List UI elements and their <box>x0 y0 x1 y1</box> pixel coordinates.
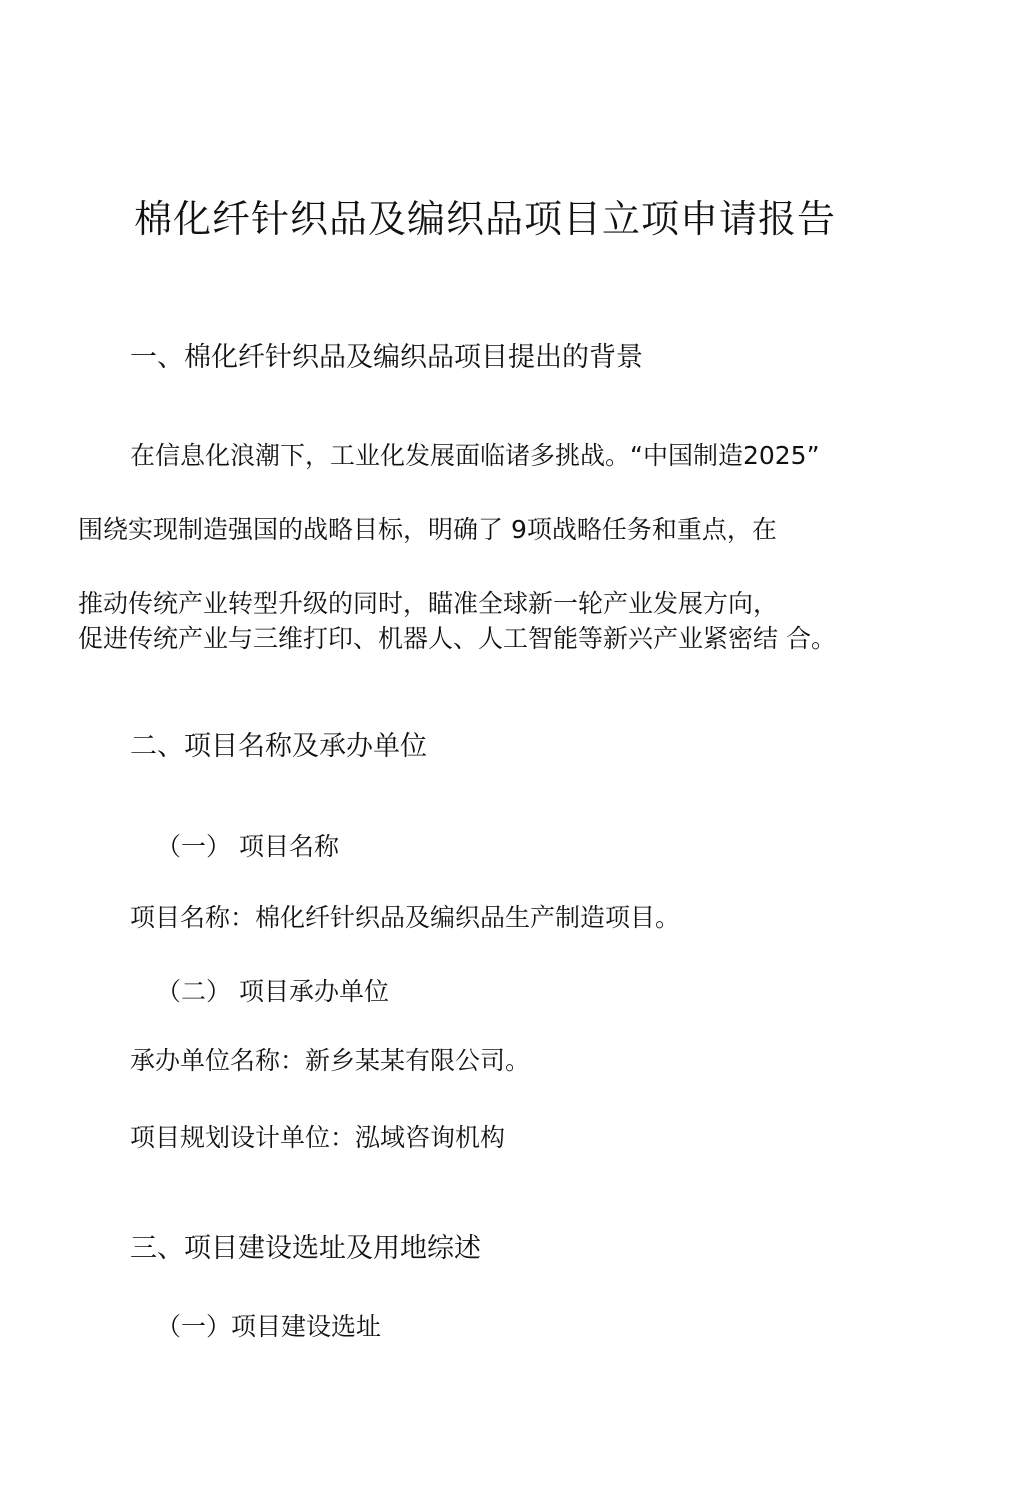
section-3-sub-1-heading: （一）项目建设选址 <box>156 1312 382 1341</box>
section-3-heading: 三、项目建设选址及用地综述 <box>130 1233 481 1264</box>
undertaking-unit-text: 承办单位名称：新乡某某有限公司。 <box>130 1046 531 1075</box>
section-1-paragraph-line-4: 促进传统产业与三维打印、机器人、人工智能等新兴产业紧密结 合。 <box>78 624 836 653</box>
section-1-paragraph-line-3: 推动传统产业转型升级的同时，瞄准全球新一轮产业发展方向， <box>78 589 779 618</box>
section-1-heading: 一、棉化纤针织品及编织品项目提出的背景 <box>130 342 643 373</box>
section-1-paragraph-line-1: 在信息化浪潮下，工业化发展面临诸多挑战。“中国制造2025” <box>130 441 820 470</box>
design-unit-text: 项目规划设计单位：泓域咨询机构 <box>130 1123 506 1152</box>
document-title: 棉化纤针织品及编织品项目立项申请报告 <box>134 197 837 241</box>
section-2-sub-2-heading: （二） 项目承办单位 <box>156 977 389 1006</box>
section-2-heading: 二、项目名称及承办单位 <box>130 731 427 762</box>
section-2-sub-1-heading: （一） 项目名称 <box>156 832 339 861</box>
section-1-paragraph-line-2: 围绕实现制造强国的战略目标，明确了 9项战略任务和重点，在 <box>78 515 777 544</box>
project-name-text: 项目名称：棉化纤针织品及编织品生产制造项目。 <box>130 903 681 932</box>
